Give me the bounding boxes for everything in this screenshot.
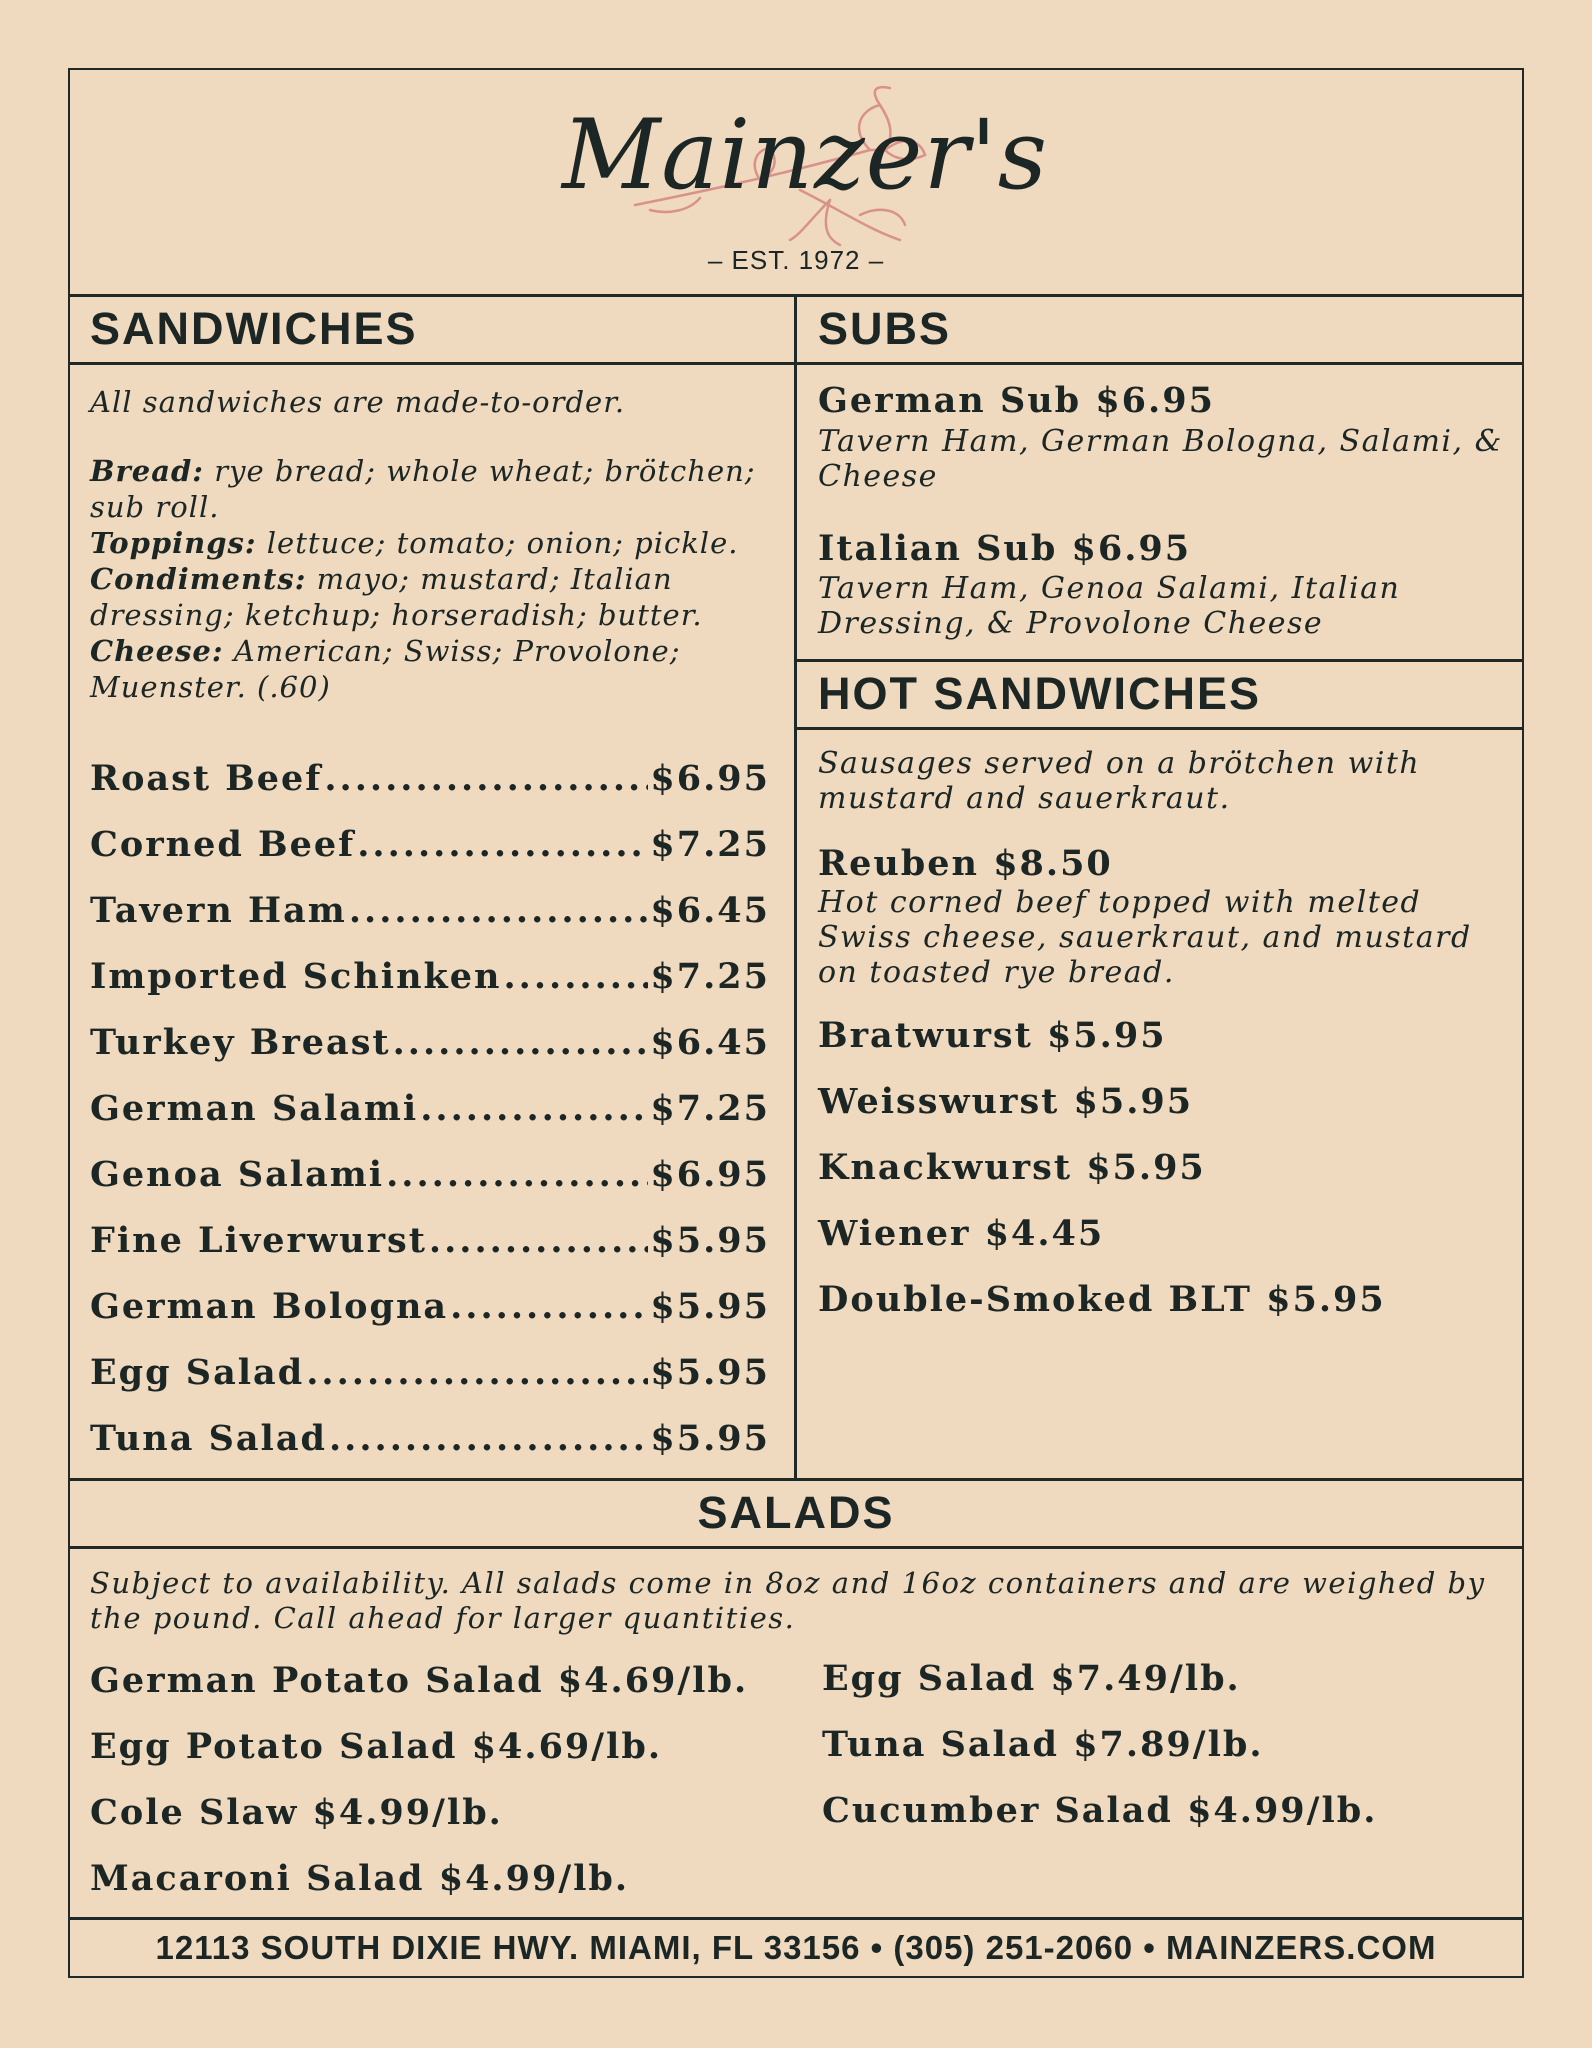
hot-item-reuben (818, 843, 1113, 884)
menu-item-row (90, 890, 770, 938)
item-name: German Potato Salad (90, 1660, 544, 1701)
menu-item-row (90, 1352, 770, 1400)
item-name: Knackwurst (818, 1147, 1072, 1188)
item-price: $6.45 (650, 1022, 770, 1063)
item-name: Tavern Ham (90, 890, 347, 931)
item-name: German Salami (90, 1088, 419, 1129)
item-price: $5.95 (1046, 1015, 1167, 1056)
sandwich-options (90, 453, 770, 705)
item-name: Reuben (818, 843, 979, 884)
logo-wordmark: Mainzer's (562, 99, 1048, 211)
sub-description: Tavern Ham, Genoa Salami, Italian Dressing, & Provolone Cheese (818, 571, 1401, 641)
salad-item (90, 1792, 503, 1833)
leader-dots (357, 824, 648, 865)
option-text: mayo; mustard; Italian dressing; ketchup; horseradish; butter. (90, 562, 703, 632)
item-price: $5.95 (650, 1220, 770, 1261)
item-price: $6.95 (650, 758, 770, 799)
menu-item-row (90, 1418, 770, 1466)
item-price: $6.45 (650, 890, 770, 931)
option-label: Cheese: (90, 634, 224, 668)
hot-sandwiches-title: HOT SANDWICHES (818, 668, 1261, 719)
item-price: $7.89/lb. (1073, 1724, 1264, 1765)
item-name: Tuna Salad (90, 1418, 327, 1459)
item-price: $6.95 (650, 1154, 770, 1195)
subs-divider (794, 659, 1524, 662)
logo (500, 80, 1100, 250)
item-name: Cucumber Salad (822, 1790, 1173, 1831)
item-name: Double-Smoked BLT (818, 1279, 1252, 1320)
hot-item (818, 1279, 1386, 1320)
item-name: Fine Liverwurst (90, 1220, 427, 1261)
item-name: Weisswurst (818, 1081, 1060, 1122)
salad-item (90, 1726, 662, 1767)
item-price: $4.99/lb. (312, 1792, 503, 1833)
leader-dots (429, 1220, 649, 1261)
hot-title-underline (794, 727, 1524, 730)
item-name: Macaroni Salad (90, 1858, 425, 1899)
leader-dots (306, 1352, 648, 1393)
leader-dots (386, 1154, 648, 1195)
item-name: Egg Salad (90, 1352, 305, 1393)
item-name: Italian Sub (818, 528, 1058, 569)
salads-title: SALADS (697, 1487, 895, 1538)
sandwiches-intro: All sandwiches are made-to-order. (90, 385, 626, 419)
established-year: – EST. 1972 – (707, 245, 885, 275)
item-price: $5.95 (1073, 1081, 1194, 1122)
item-price: $5.95 (650, 1418, 770, 1459)
subs-title: SUBS (818, 303, 952, 354)
sub-item-italian (818, 528, 1191, 569)
item-name: Wiener (818, 1213, 971, 1254)
item-price: $8.50 (993, 843, 1113, 884)
leader-dots (349, 890, 649, 931)
sub-item-german (818, 380, 1215, 421)
salads-title-underline (68, 1546, 1524, 1549)
menu-item-row (90, 1220, 770, 1268)
option-text: lettuce; tomato; onion; pickle. (256, 526, 739, 560)
option-bread (90, 453, 770, 525)
hot-item (818, 1015, 1167, 1056)
item-name: Egg Potato Salad (90, 1726, 458, 1767)
sandwiches-title: SANDWICHES (90, 303, 418, 354)
menu-item-row (90, 956, 770, 1004)
hot-item (818, 1081, 1193, 1122)
item-name: Bratwurst (818, 1015, 1033, 1056)
item-price: $5.95 (650, 1352, 770, 1393)
item-price: $5.95 (1086, 1147, 1206, 1188)
option-label: Bread: (90, 454, 205, 488)
option-toppings (90, 525, 770, 561)
item-name: Genoa Salami (90, 1154, 385, 1195)
item-price: $4.69/lb. (471, 1726, 663, 1767)
salads-intro: Subject to availability. All salads come in 8oz and 16oz containers and are weighed by the pound. Call ahead for larger quantities. (90, 1566, 1486, 1635)
hot-sandwiches-intro: Sausages served on a brötchen with mustard and sauerkraut. (818, 746, 1421, 816)
item-name: Corned Beef (90, 824, 356, 865)
item-name: Egg Salad (822, 1658, 1037, 1699)
salads-top-divider (68, 1478, 1524, 1481)
column-divider (794, 294, 797, 1480)
leader-dots (329, 1418, 648, 1459)
item-price: $6.95 (1095, 380, 1215, 421)
hot-item (818, 1213, 1104, 1254)
salad-item (822, 1790, 1377, 1831)
item-price: $4.99/lb. (1187, 1790, 1378, 1831)
menu-item-row (90, 1286, 770, 1334)
item-price: $7.25 (650, 956, 770, 997)
option-condiments (90, 561, 770, 633)
footer-contact: 12113 SOUTH DIXIE HWY. MIAMI, FL 33156 • (305) 251-2060 • MAINZERS.COM (155, 1929, 1437, 1966)
menu-item-row (90, 824, 770, 872)
item-price: $4.45 (984, 1213, 1105, 1254)
leader-dots (420, 1088, 648, 1129)
option-text: rye bread; whole wheat; brötchen; sub roll. (90, 454, 756, 524)
item-name: Cole Slaw (90, 1792, 299, 1833)
item-name: Turkey Breast (90, 1022, 391, 1063)
reuben-description: Hot corned beef topped with melted Swiss cheese, sauerkraut, and mustard on toasted rye bread. (818, 885, 1472, 990)
salad-item (822, 1724, 1264, 1765)
leader-dots (450, 1286, 648, 1327)
item-name: Tuna Salad (822, 1724, 1059, 1765)
item-price: $4.99/lb. (438, 1858, 630, 1899)
leader-dots (393, 1022, 649, 1063)
item-price: $5.95 (1266, 1279, 1386, 1320)
hot-item (818, 1147, 1206, 1188)
option-label: Toppings: (90, 526, 257, 560)
option-label: Condiments: (90, 562, 307, 596)
salad-item (90, 1660, 748, 1701)
item-name: German Bologna (90, 1286, 449, 1327)
item-name: Roast Beef (90, 758, 323, 799)
salad-item (822, 1658, 1241, 1699)
leader-dots (504, 956, 649, 997)
item-price: $5.95 (650, 1286, 770, 1327)
item-price: $7.25 (650, 1088, 770, 1129)
item-price: $7.25 (650, 824, 770, 865)
item-price: $4.69/lb. (557, 1660, 749, 1701)
option-cheese (90, 633, 770, 705)
item-price: $6.95 (1071, 528, 1192, 569)
menu-item-row (90, 1088, 770, 1136)
menu-item-row (90, 1022, 770, 1070)
item-name: German Sub (818, 380, 1082, 421)
leader-dots (324, 758, 648, 799)
menu-item-row (90, 1154, 770, 1202)
item-price: $7.49/lb. (1050, 1658, 1241, 1699)
sub-description: Tavern Ham, German Bologna, Salami, & Cheese (818, 424, 1503, 494)
menu-item-row (90, 758, 770, 806)
option-text: American; Swiss; Provolone; Muenster. (.60) (90, 634, 681, 704)
item-name: Imported Schinken (90, 956, 502, 997)
salad-item (90, 1858, 629, 1899)
